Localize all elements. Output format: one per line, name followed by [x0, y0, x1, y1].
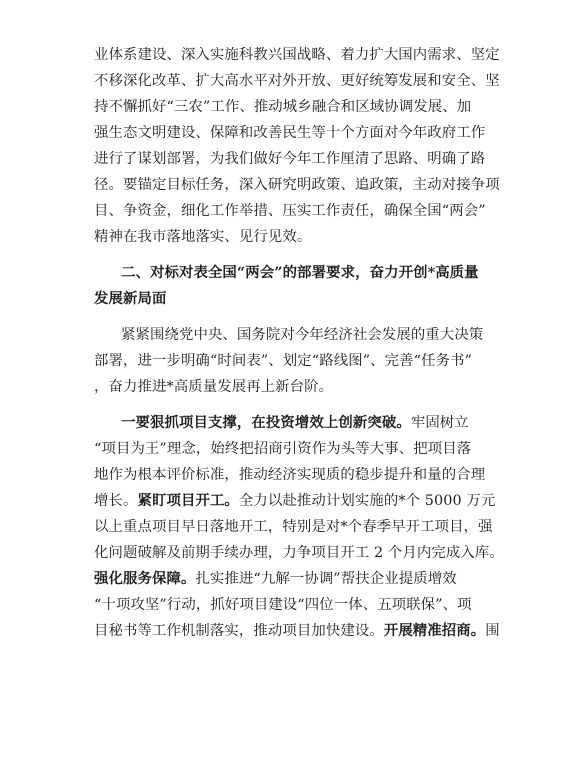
paragraph-line: ，奋力推进*高质量发展再上新台阶。 [94, 379, 334, 395]
inline-text: 全力以赴推动计划实施的*个 5000 万元 [238, 493, 496, 509]
paragraph-spacer [94, 312, 499, 322]
paragraph-line: 地作为根本评价标准，推动经济实现质的稳步提升和量的合理 [94, 467, 486, 483]
bold-subheading: 强化服务保障。 [94, 570, 196, 587]
paragraph-line: 进行了谋划部署，为我们做好今年工作厘清了思路、明确了路 [94, 151, 486, 167]
inline-text: 增长。 [94, 493, 138, 509]
paragraph-line: 业体系建设、深入实施科教兴国战略、着力扩大国内需求、坚定 [94, 47, 500, 63]
bold-subheading: 紧盯项目开工。 [137, 492, 239, 509]
paragraph-project-support [94, 410, 504, 644]
paragraph-line [94, 566, 499, 592]
section-heading-line: 二、对标对表全国“两会”的部署要求，奋力开创*高质量 [121, 264, 479, 281]
bold-subheading: 开展精准招商。 [383, 622, 486, 639]
paragraph-line: 精神在我市落地落实、见行见效。 [94, 229, 312, 245]
paragraph-line: “项目为王”理念，始终把招商引资作为头等大事、把项目落 [94, 441, 472, 457]
paragraph-line [94, 618, 499, 644]
lead-sentence: 一要狠抓项目支撑，在投资增效上创新突破。 [121, 414, 411, 431]
paragraph-line: 目、争资金，细化工作举措、压实工作责任，确保全国“两会” [94, 203, 486, 219]
section-heading [94, 260, 499, 312]
paragraph-spacer [94, 400, 499, 410]
section-heading-line: 发展新局面 [94, 290, 167, 307]
inline-text: 牢固树立 [410, 415, 469, 431]
inline-text: 目秘书等工作机制落实，推动项目加快建设。 [94, 623, 384, 639]
paragraph-line: 紧紧围绕党中央、国务院对今年经济社会发展的重大决策 [121, 327, 484, 343]
paragraph-line: 不移深化改革、扩大高水平对外开放、更好统筹发展和安全、坚 [94, 73, 500, 89]
paragraph-line [94, 488, 499, 514]
paragraph-line: 强生态文明建设、保障和改善民生等十个方面对今年政府工作 [94, 125, 486, 141]
paragraph-line: 以上重点项目早日落地开工，特别是对*个春季早开工项目，强 [94, 519, 493, 535]
paragraph-continuation [94, 42, 499, 250]
paragraph-line: 持不懈抓好“三农”工作、推动城乡融合和区域协调发展、加 [94, 99, 472, 115]
paragraph-intro [94, 322, 499, 400]
paragraph-spacer [94, 250, 499, 260]
paragraph-line: 化问题破解及前期手续办理，力争项目开工 2 个月内完成入库。 [94, 545, 504, 561]
paragraph-line: 径。要锚定目标任务，深入研究明政策、追政策，主动对接争项 [94, 177, 500, 193]
paragraph-line [94, 410, 499, 436]
document-body [94, 42, 504, 644]
paragraph-line: “十项攻坚”行动，抓好项目建设“四位一体、五项联保”、项 [94, 597, 472, 613]
paragraph-line: 部署，进一步明确“时间表”、划定“路线图”、完善“任务书” [94, 353, 473, 369]
inline-text: 围 [485, 623, 500, 639]
inline-text: 扎实推进“九解一协调”帮扶企业提质增效 [195, 571, 457, 587]
